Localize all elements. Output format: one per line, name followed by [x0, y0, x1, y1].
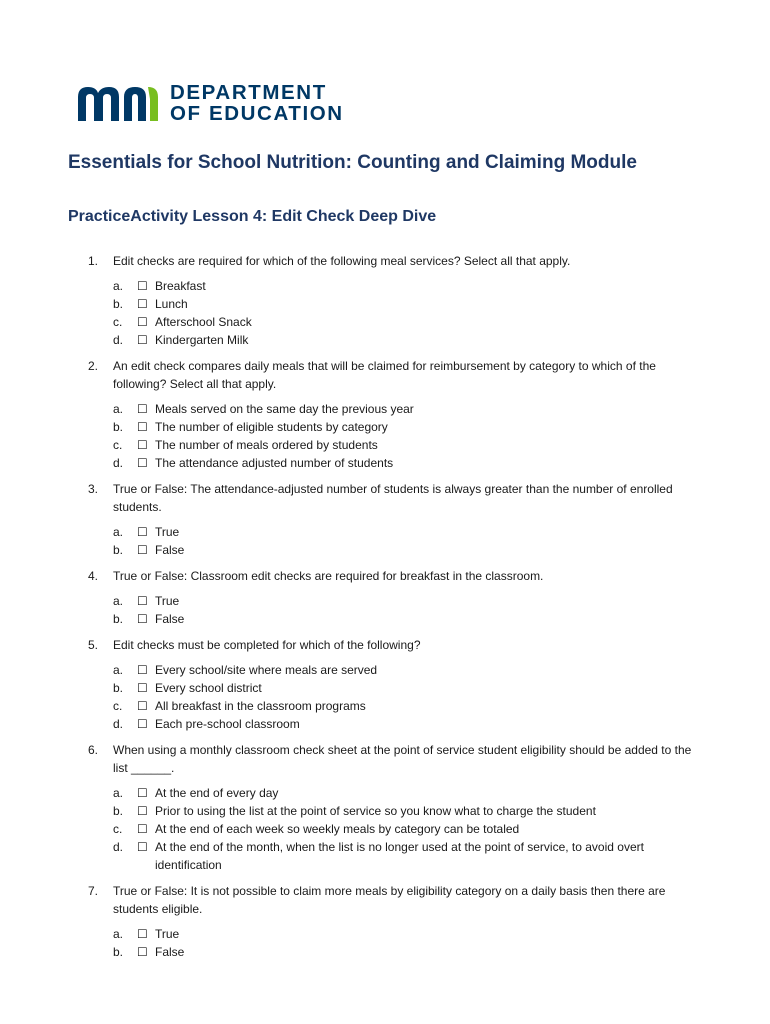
option-list	[113, 400, 708, 472]
option-4-b	[113, 610, 708, 628]
option-text: Each pre-school classroom	[155, 717, 300, 731]
option-text: The attendance adjusted number of students	[155, 456, 394, 470]
checkbox-icon[interactable]: ☐	[137, 297, 148, 311]
question-3	[88, 480, 708, 559]
checkbox-icon[interactable]: ☐	[137, 945, 148, 959]
option-5-c	[113, 697, 708, 715]
option-text: Lunch	[155, 297, 188, 311]
option-6-a	[113, 784, 708, 802]
question-list	[88, 252, 708, 969]
option-list	[113, 592, 708, 628]
checkbox-icon[interactable]: ☐	[137, 438, 148, 452]
option-letter: d.	[113, 717, 124, 731]
option-letter: b.	[113, 804, 124, 818]
checkbox-icon[interactable]: ☐	[137, 525, 148, 539]
option-letter: d.	[113, 840, 124, 854]
option-3-b	[113, 541, 708, 559]
question-body	[113, 567, 708, 628]
option-3-a	[113, 523, 708, 541]
checkbox-icon[interactable]: ☐	[137, 456, 148, 470]
checkbox-icon[interactable]: ☐	[137, 663, 148, 677]
checkbox-icon[interactable]: ☐	[137, 402, 148, 416]
option-2-b	[113, 418, 708, 436]
option-list	[113, 277, 708, 349]
checkbox-icon[interactable]: ☐	[137, 699, 148, 713]
option-letter: b.	[113, 612, 124, 626]
checkbox-icon[interactable]: ☐	[137, 420, 148, 434]
option-1-d	[113, 331, 708, 349]
lesson-subtitle: PracticeActivity Lesson 4: Edit Check Deep Dive	[68, 208, 437, 225]
option-text: All breakfast in the classroom programs	[155, 699, 366, 713]
option-letter: a.	[113, 663, 124, 677]
option-letter: c.	[113, 699, 123, 713]
question-number: 3.	[88, 482, 99, 496]
checkbox-icon[interactable]: ☐	[137, 840, 148, 854]
option-6-b	[113, 802, 708, 820]
option-text: True	[155, 525, 180, 539]
checkbox-icon[interactable]: ☐	[137, 594, 148, 608]
checkbox-icon[interactable]: ☐	[137, 315, 148, 329]
option-1-c	[113, 313, 708, 331]
option-2-d	[113, 454, 708, 472]
option-text: True	[155, 594, 180, 608]
checkbox-icon[interactable]: ☐	[137, 612, 148, 626]
question-text: When using a monthly classroom check sheet at the point of service student eligibility should be added to the list ______.	[113, 743, 692, 775]
option-text: The number of meals ordered by students	[155, 438, 378, 452]
option-list	[113, 784, 708, 874]
question-text: True or False: Classroom edit checks are required for breakfast in the classroom.	[113, 569, 544, 583]
option-2-c	[113, 436, 708, 454]
option-letter: c.	[113, 438, 123, 452]
option-letter: a.	[113, 402, 124, 416]
option-6-d	[113, 838, 708, 874]
option-letter: b.	[113, 945, 124, 959]
question-text: An edit check compares daily meals that will be claimed for reimbursement by category to which of the following? Select all that apply.	[113, 359, 656, 391]
question-body	[113, 357, 708, 472]
question-body	[113, 636, 708, 733]
question-body	[113, 252, 708, 349]
option-2-a	[113, 400, 708, 418]
checkbox-icon[interactable]: ☐	[137, 717, 148, 731]
option-letter: a.	[113, 279, 124, 293]
option-text: False	[155, 612, 185, 626]
option-text: Every school district	[155, 681, 262, 695]
question-6	[88, 741, 708, 874]
option-text: At the end of the month, when the list is no longer used at the point of service, to avoid overt identification	[155, 840, 644, 872]
option-5-b	[113, 679, 708, 697]
option-text: True	[155, 927, 180, 941]
option-list	[113, 661, 708, 733]
option-text: Kindergarten Milk	[155, 333, 249, 347]
option-letter: d.	[113, 456, 124, 470]
option-letter: d.	[113, 333, 124, 347]
logo-wordmark	[170, 82, 344, 124]
question-number: 1.	[88, 254, 99, 268]
checkbox-icon[interactable]: ☐	[137, 681, 148, 695]
question-text: Edit checks must be completed for which of the following?	[113, 638, 421, 652]
option-text: Every school/site where meals are served	[155, 663, 378, 677]
option-letter: c.	[113, 315, 123, 329]
checkbox-icon[interactable]: ☐	[137, 822, 148, 836]
option-letter: b.	[113, 681, 124, 695]
option-letter: a.	[113, 525, 124, 539]
option-text: Breakfast	[155, 279, 206, 293]
checkbox-icon[interactable]: ☐	[137, 804, 148, 818]
mde-logo	[76, 82, 344, 124]
logo-line-education: OF EDUCATION	[170, 102, 344, 125]
question-number: 4.	[88, 569, 99, 583]
logo-line-department: DEPARTMENT	[170, 81, 327, 104]
option-1-b	[113, 295, 708, 313]
question-text: True or False: It is not possible to claim more meals by eligibility category on a daily basis then there are students eligible.	[113, 884, 666, 916]
checkbox-icon[interactable]: ☐	[137, 279, 148, 293]
option-letter: a.	[113, 786, 124, 800]
question-body	[113, 480, 708, 559]
option-text: At the end of every day	[155, 786, 279, 800]
question-5	[88, 636, 708, 733]
option-list	[113, 523, 708, 559]
checkbox-icon[interactable]: ☐	[137, 333, 148, 347]
option-4-a	[113, 592, 708, 610]
question-number: 6.	[88, 743, 99, 757]
question-text: True or False: The attendance-adjusted number of students is always greater than the number of enrolled students.	[113, 482, 673, 514]
question-body	[113, 882, 708, 961]
question-2	[88, 357, 708, 472]
option-5-d	[113, 715, 708, 733]
question-7	[88, 882, 708, 961]
option-text: Meals served on the same day the previous year	[155, 402, 414, 416]
question-number: 5.	[88, 638, 99, 652]
question-number: 2.	[88, 359, 99, 373]
question-number: 7.	[88, 884, 99, 898]
option-text: False	[155, 945, 185, 959]
option-text: Afterschool Snack	[155, 315, 252, 329]
option-7-b	[113, 943, 708, 961]
option-text: Prior to using the list at the point of service so you know what to charge the student	[155, 804, 596, 818]
option-letter: b.	[113, 297, 124, 311]
option-6-c	[113, 820, 708, 838]
checkbox-icon[interactable]: ☐	[137, 786, 148, 800]
option-letter: a.	[113, 927, 124, 941]
checkbox-icon[interactable]: ☐	[137, 543, 148, 557]
option-text: False	[155, 543, 185, 557]
option-letter: b.	[113, 543, 124, 557]
option-letter: b.	[113, 420, 124, 434]
option-letter: a.	[113, 594, 124, 608]
question-4	[88, 567, 708, 628]
minnesota-mn-logo-icon	[76, 83, 160, 123]
option-list	[113, 925, 708, 961]
option-1-a	[113, 277, 708, 295]
option-letter: c.	[113, 822, 123, 836]
option-text: The number of eligible students by category	[155, 420, 388, 434]
question-body	[113, 741, 708, 874]
document-title: Essentials for School Nutrition: Counting and Claiming Module	[68, 152, 637, 173]
option-text: At the end of each week so weekly meals by category can be totaled	[155, 822, 520, 836]
question-1	[88, 252, 708, 349]
question-text: Edit checks are required for which of the following meal services? Select all that apply.	[113, 254, 571, 268]
option-7-a	[113, 925, 708, 943]
checkbox-icon[interactable]: ☐	[137, 927, 148, 941]
option-5-a	[113, 661, 708, 679]
